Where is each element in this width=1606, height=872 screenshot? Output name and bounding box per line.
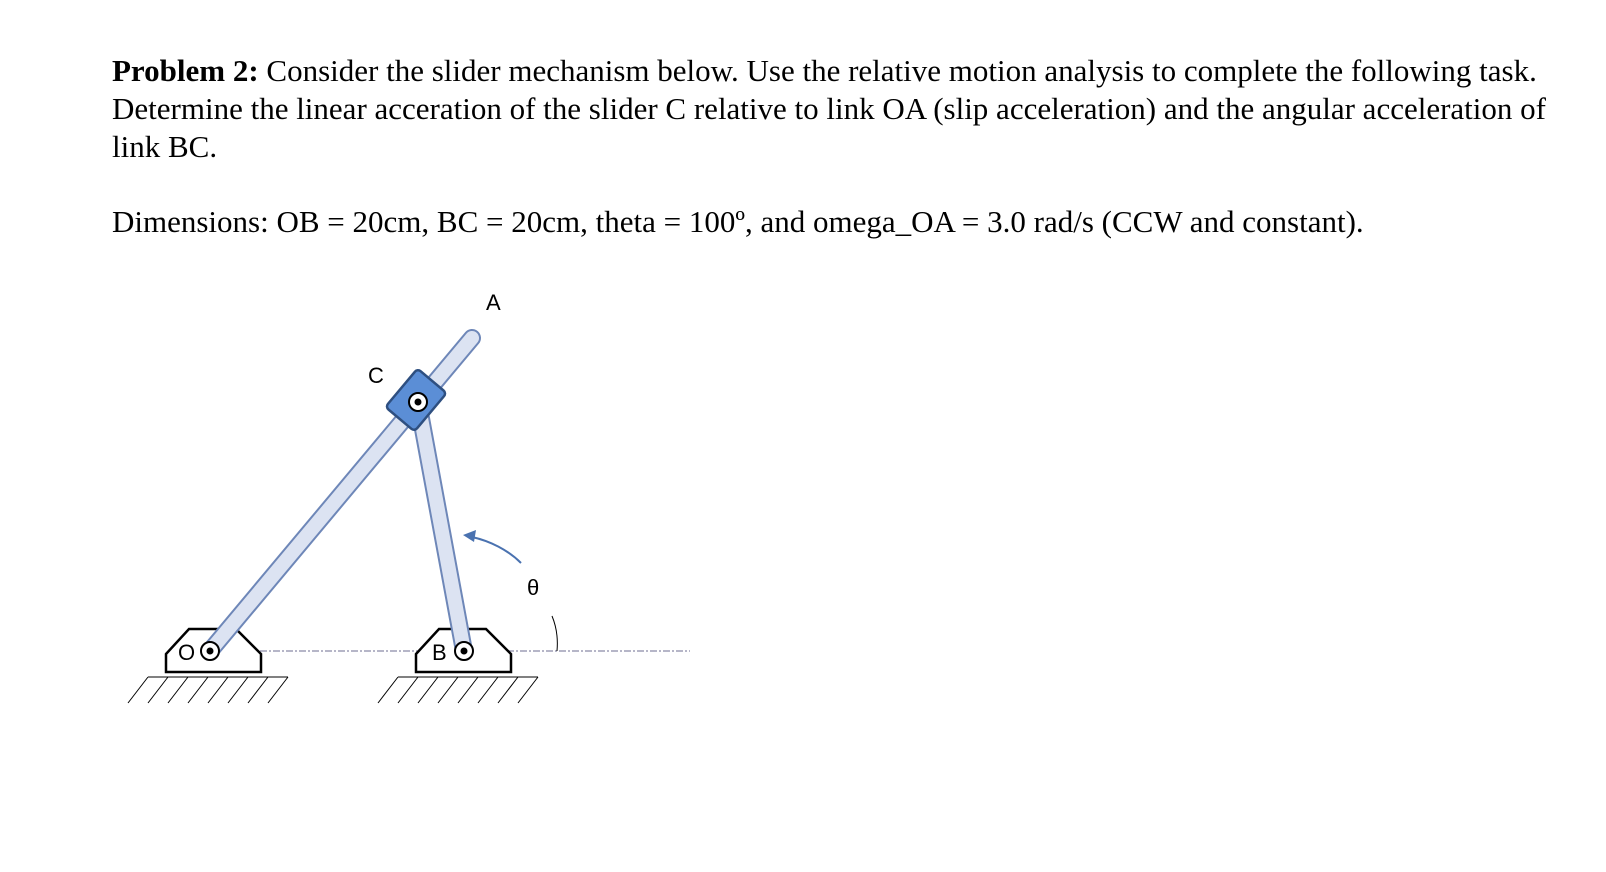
label-a: A (486, 290, 501, 315)
problem-label: Problem 2: (112, 53, 259, 88)
rotation-arrowhead (463, 530, 476, 542)
label-c: C (368, 363, 384, 388)
pin-c (409, 393, 427, 411)
label-o: O (178, 640, 196, 665)
rotation-arrow (472, 537, 521, 563)
theta-arc (552, 616, 557, 651)
link-bc-fill (418, 402, 464, 651)
pin-o (201, 642, 219, 660)
problem-text: Consider the slider mechanism below. Use the relative motion analysis to complete the following task. Determine the linear acceration of the slider C relative to link OA (slip acceleration) and the angular acceleration of link BC. (112, 53, 1546, 164)
ground-hatch-o (128, 677, 288, 703)
ground-hatch-b (378, 677, 538, 703)
label-theta: θ (527, 575, 540, 600)
dimensions-text: Dimensions: OB = 20cm, BC = 20cm, theta = 100º, and omega_OA = 3.0 rad/s (CCW and constant). (112, 204, 1364, 239)
label-b: B (432, 640, 447, 665)
pin-b (455, 642, 473, 660)
